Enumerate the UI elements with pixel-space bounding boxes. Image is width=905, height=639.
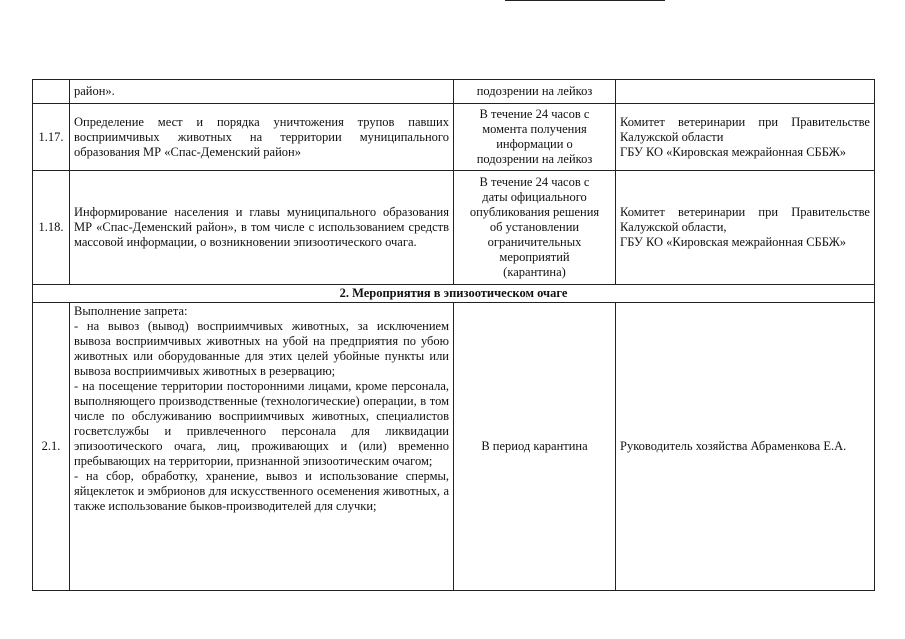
- term-line: мероприятий: [499, 250, 570, 264]
- responsible-line: Калужской области,: [620, 220, 727, 234]
- activity-cell: [70, 303, 454, 591]
- term-line: ограничительных: [487, 235, 582, 249]
- responsible-line: Калужской области: [620, 129, 724, 144]
- term-line: подозрении на лейкоз: [476, 152, 593, 166]
- row-number-cell: 1.18.: [33, 171, 70, 285]
- responsible-line: Комитет ветеринарии при Правительстве: [620, 114, 870, 129]
- term-cell: [454, 171, 616, 285]
- responsible-line: ГБУ КО «Кировская межрайонная СББЖ»: [620, 144, 847, 159]
- term-line: В течение 24 часов с: [479, 107, 590, 121]
- term-cell: подозрении на лейкоз: [454, 80, 616, 104]
- activity-paragraph: - на сбор, обработку, хранение, вывоз и использование спермы, яйцеклеток и эмбрионов для искусственного осеменения животных, а также использование быков-производителей для случки;: [74, 469, 449, 513]
- term-cell: [454, 104, 616, 171]
- activity-cell: Информирование населения и главы муниципального образования МР «Спас-Деменский район», в том числе с использованием средств массовой информации, о возникновении эпизоотического очага.: [70, 171, 454, 285]
- activity-paragraph: Выполнение запрета:: [74, 304, 188, 318]
- section-header-row: [33, 285, 875, 303]
- responsible-line: Комитет ветеринарии при Правительстве: [620, 205, 870, 219]
- term-line: опубликования решения: [469, 205, 600, 219]
- term-line: (карантина): [503, 265, 566, 279]
- row-number-cell: [33, 80, 70, 104]
- responsible-cell: [616, 80, 875, 104]
- section-title: 2. Мероприятия в эпизоотическом очаге: [33, 285, 875, 303]
- top-divider-line: [505, 0, 665, 1]
- table-row: [33, 104, 875, 171]
- row-number-cell: 1.17.: [33, 104, 70, 171]
- responsible-cell: [616, 104, 875, 171]
- activity-paragraph: - на посещение территории посторонними лицами, кроме персонала, выполняющего производственные (технологические) операции, в том числе по обслуживанию восприимчивых животных, специалистов госветслужбы и привлеченного персонала для ликвидации эпизоотического очага, лиц, проживающих и (или) временно пребывающих на территории, признанной эпизоотическим очагом;: [74, 379, 449, 468]
- activity-cell: район».: [70, 80, 454, 104]
- term-line: информации о: [496, 137, 573, 151]
- term-line: даты официального: [482, 190, 587, 204]
- table-row: [33, 171, 875, 285]
- table-row: [33, 80, 875, 104]
- term-cell: В период карантина: [454, 303, 616, 591]
- responsible-line: ГБУ КО «Кировская межрайонная СББЖ»: [620, 235, 847, 249]
- activity-paragraph: - на вывоз (вывод) восприимчивых животных, за исключением вывоза восприимчивых животных на убой на предприятия по убою животных или оборудованные для этих целей убойные пункты или вывоза восприимчивых животных в резервацию;: [74, 319, 449, 378]
- term-line: об установлении: [489, 220, 580, 234]
- term-line: момента получения: [482, 122, 587, 136]
- table-row: [33, 303, 875, 591]
- activity-plan-table: [32, 79, 875, 591]
- term-line: В течение 24 часов с: [479, 175, 590, 189]
- responsible-cell: [616, 171, 875, 285]
- responsible-cell: Руководитель хозяйства Абраменкова Е.А.: [616, 303, 875, 591]
- row-number-cell: 2.1.: [33, 303, 70, 591]
- activity-cell: Определение мест и порядка уничтожения трупов павших восприимчивых животных на территории муниципального образования МР «Спас-Деменский район»: [70, 104, 454, 171]
